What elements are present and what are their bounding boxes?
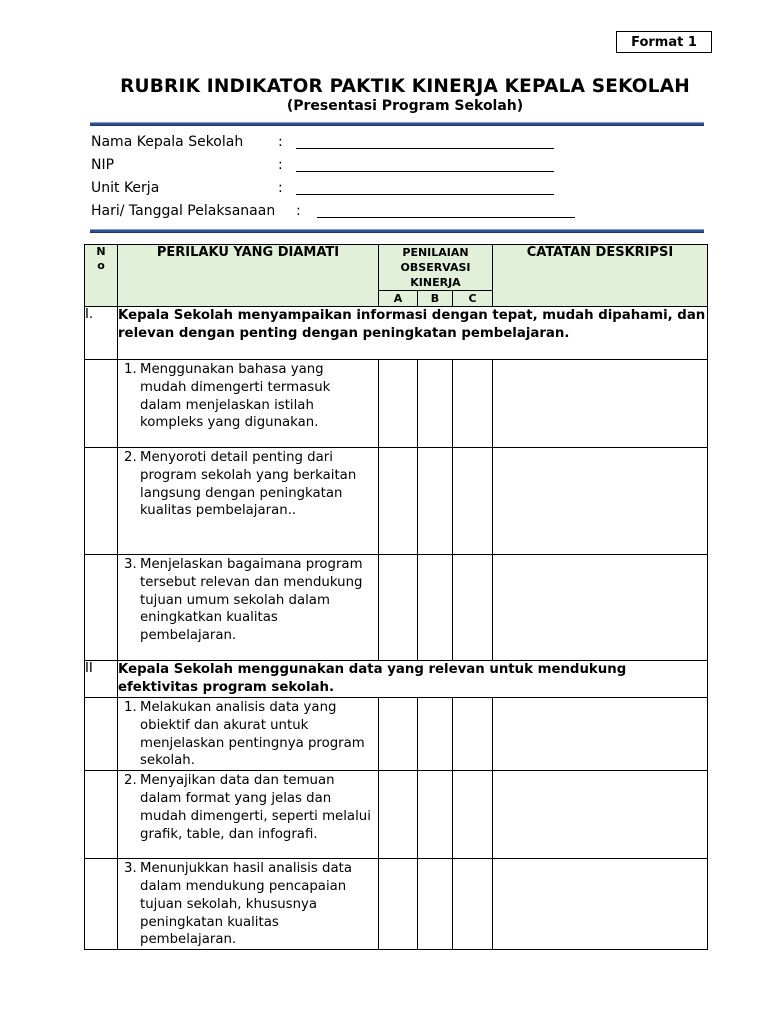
field-blank-line[interactable]: [317, 217, 575, 218]
row-no-cell: [85, 448, 118, 555]
behavior-cell: 2. Menyoroti detail penting dari program sekolah yang berkaitan langsung dengan peningkatan kualitas pembelajaran..: [118, 448, 379, 555]
behavior-cell: 3. Menunjukkan hasil analisis data dalam mendukung pencapaian tujuan sekolah, khususnya peningkatan kualitas pembelajaran.: [118, 859, 379, 950]
field-unit-kerja: [91, 178, 283, 198]
grade-a-cell[interactable]: [379, 859, 418, 950]
section-number: I.: [85, 307, 118, 360]
document-subtitle: (Presentasi Program Sekolah): [286, 98, 524, 114]
field-nip: [91, 155, 283, 175]
grade-b-cell[interactable]: [418, 698, 453, 771]
notes-cell[interactable]: [493, 698, 708, 771]
field-colon: :: [278, 134, 283, 150]
row-no-cell: [85, 771, 118, 859]
table-row: [85, 859, 708, 950]
behavior-cell: 2. Menyajikan data dan temuan dalam format yang jelas dan mudah dimengerti, seperti melalui grafik, table, dan infografi.: [118, 771, 379, 859]
field-hari-tanggal: [91, 201, 301, 221]
notes-cell[interactable]: [493, 448, 708, 555]
bottom-divider: [90, 229, 704, 233]
field-blank-line[interactable]: [296, 194, 554, 195]
table-row: [85, 360, 708, 448]
notes-cell[interactable]: [493, 360, 708, 448]
section-title: Kepala Sekolah menyampaikan informasi dengan tepat, mudah dipahami, dan relevan dengan penting dengan peningkatan pembelajaran.: [118, 307, 708, 360]
row-no-cell: [85, 698, 118, 771]
row-no-cell: [85, 555, 118, 661]
grade-b-cell[interactable]: [418, 555, 453, 661]
table-row: [85, 698, 708, 771]
header-no: N o: [85, 245, 118, 307]
grade-b-cell[interactable]: [418, 859, 453, 950]
behavior-cell: 3. Menjelaskan bagaimana program tersebut relevan dan mendukung tujuan umum sekolah dalam eningkatkan kualitas pembelajaran.: [118, 555, 379, 661]
header-behavior: PERILAKU YANG DIAMATI: [118, 245, 379, 307]
document-title: RUBRIK INDIKATOR PAKTIK KINERJA KEPALA SEKOLAH: [120, 76, 690, 97]
row-no-cell: [85, 859, 118, 950]
behavior-cell: 1. Melakukan analisis data yang obiektif dan akurat untuk menjelaskan pentingnya program sekolah.: [118, 698, 379, 771]
field-label: Nama Kepala Sekolah: [91, 134, 244, 150]
section-title: Kepala Sekolah menggunakan data yang relevan untuk mendukung efektivitas program sekolah.: [118, 661, 708, 698]
section-row: [85, 661, 708, 698]
header-grade-a: A: [379, 291, 418, 307]
field-colon: :: [278, 180, 283, 196]
notes-cell[interactable]: [493, 859, 708, 950]
behavior-cell: 1. Menggunakan bahasa yang mudah dimengerti termasuk dalam menjelaskan istilah kompleks yang digunakan.: [118, 360, 379, 448]
field-label: Unit Kerja: [91, 180, 160, 196]
field-nama-kepala-sekolah: [91, 132, 283, 152]
grade-b-cell[interactable]: [418, 771, 453, 859]
field-label: Hari/ Tanggal Pelaksanaan: [91, 203, 276, 219]
grade-c-cell[interactable]: [453, 771, 493, 859]
table-row: [85, 448, 708, 555]
top-divider: [90, 122, 704, 126]
grade-a-cell[interactable]: [379, 698, 418, 771]
field-colon: :: [278, 157, 283, 173]
notes-cell[interactable]: [493, 555, 708, 661]
grade-b-cell[interactable]: [418, 360, 453, 448]
section-number: II: [85, 661, 118, 698]
section-row: [85, 307, 708, 360]
field-label: NIP: [91, 157, 115, 173]
header-grade-b: B: [418, 291, 453, 307]
table-row: [85, 771, 708, 859]
rubric-table: [84, 244, 708, 950]
grade-c-cell[interactable]: [453, 448, 493, 555]
field-blank-line[interactable]: [296, 171, 554, 172]
grade-b-cell[interactable]: [418, 448, 453, 555]
header-notes: CATATAN DESKRIPSI: [493, 245, 708, 307]
row-no-cell: [85, 360, 118, 448]
notes-cell[interactable]: [493, 771, 708, 859]
grade-c-cell[interactable]: [453, 360, 493, 448]
grade-a-cell[interactable]: [379, 448, 418, 555]
field-blank-line[interactable]: [296, 148, 554, 149]
header-assessment: PENILAIAN OBSERVASI KINERJA: [379, 245, 493, 291]
table-row: [85, 555, 708, 661]
header-grade-c: C: [453, 291, 493, 307]
grade-a-cell[interactable]: [379, 360, 418, 448]
grade-c-cell[interactable]: [453, 698, 493, 771]
format-label: Format 1: [616, 31, 712, 53]
grade-a-cell[interactable]: [379, 771, 418, 859]
grade-c-cell[interactable]: [453, 859, 493, 950]
grade-c-cell[interactable]: [453, 555, 493, 661]
grade-a-cell[interactable]: [379, 555, 418, 661]
field-colon: :: [296, 203, 301, 219]
